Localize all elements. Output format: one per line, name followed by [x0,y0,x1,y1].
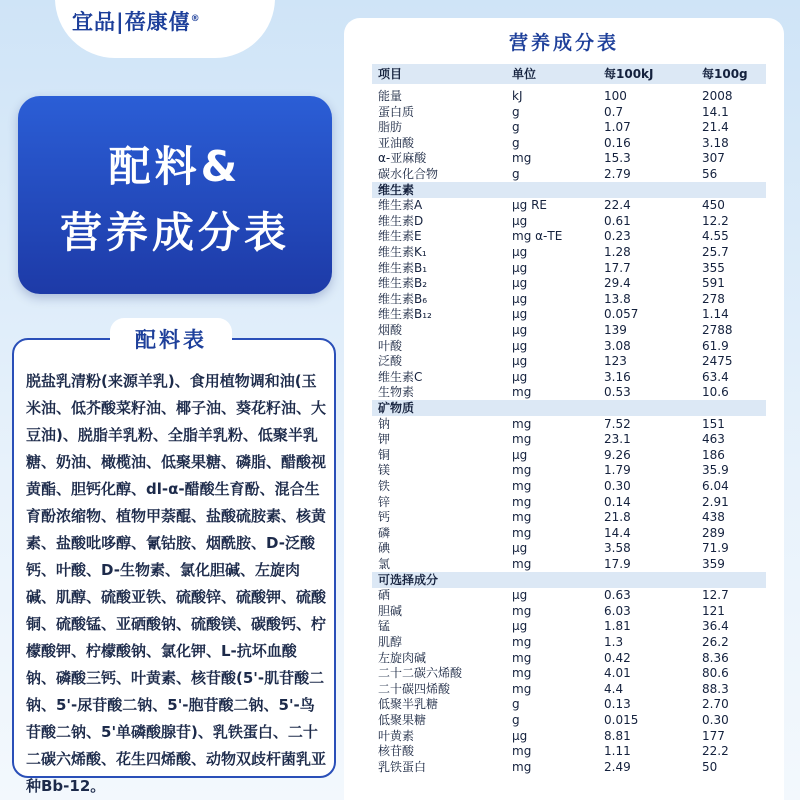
nutrient-name: 维生素K₁ [378,245,427,259]
nutrient-name: 核苷酸 [378,744,415,758]
registered-mark: ® [190,14,201,24]
value-per-100kj: 0.015 [604,713,639,727]
value-per-100g: 6.04 [702,479,729,493]
nutrient-name: 二十二碳六烯酸 [378,666,463,680]
nutrient-name: 钙 [378,510,391,524]
nutrient-name: 左旋肉碱 [378,651,427,665]
value-per-100kj: 0.53 [604,385,631,399]
nutrient-name: 泛酸 [378,354,403,368]
value-per-100kj: 123 [604,354,627,368]
value-per-100g: 0.30 [702,713,729,727]
nutrient-unit: g [512,105,520,119]
nutrient-name: 叶酸 [378,339,403,353]
value-per-100kj: 1.28 [604,245,631,259]
value-per-100g: 71.9 [702,541,729,555]
nutrient-unit: mg [512,666,532,680]
value-per-100kj: 0.7 [604,105,624,119]
nutrient-name: 肌醇 [378,635,403,649]
value-per-100kj: 21.8 [604,510,631,524]
value-per-100g: 22.2 [702,744,729,758]
nutrient-name: 钠 [378,417,391,431]
table-row [372,291,766,307]
nutrient-unit: kJ [512,89,523,103]
table-row [372,634,766,650]
value-per-100kj: 1.11 [604,744,631,758]
nutrient-name: 铁 [378,479,391,493]
value-per-100g: 278 [702,292,725,306]
nutrient-unit: g [512,713,520,727]
table-row [372,603,766,619]
title-card [18,96,332,294]
nutrient-unit: μg [512,339,528,353]
value-per-100kj: 1.79 [604,463,631,477]
value-per-100kj: 15.3 [604,151,631,165]
value-per-100kj: 139 [604,323,627,337]
nutrient-unit: mg [512,604,532,618]
value-per-100g: 12.7 [702,588,729,602]
value-per-100g: 25.7 [702,245,729,259]
nutrient-unit: mg [512,635,532,649]
ingredients-text: 脱盐乳清粉(来源羊乳)、食用植物调和油(玉米油、低芥酸菜籽油、椰子油、葵花籽油、大豆油)、脱脂羊乳粉、全脂羊乳粉、低聚半乳糖、奶油、橄榄油、低聚果糖、磷脂、醋酸视黄酯、胆钙化醇、dl-α-醋酸生育酚、混合生育酚浓缩物、植物甲萘醌、盐酸硫胺素、核黄素、盐酸吡哆醇、氰钴胺、烟酰胺、D-泛酸钙、叶酸、D-生物素、氯化胆碱、左旋肉碱、肌醇、硫酸亚铁、硫酸锌、硫酸钾、硫酸铜、硫酸锰、亚硒酸钠、硫酸镁、碳酸钙、柠檬酸钾、柠檬酸钠、氯化钾、L-抗坏血酸钠、磷酸三钙、叶黄素、核苷酸(5'-肌苷酸二钠、5'-尿苷酸二钠、5'-胞苷酸二钠、5'-鸟苷酸二钠、5'单磷酸腺苷)、乳铁蛋白、二十二碳六烯酸、花生四烯酸、动物双歧杆菌乳亚种Bb-12。 [26,372,327,795]
table-row [372,494,766,510]
value-per-100kj: 7.52 [604,417,631,431]
table-row [372,213,766,229]
table-row [372,525,766,541]
value-per-100g: 307 [702,151,725,165]
value-per-100g: 355 [702,261,725,275]
nutrient-name: 维生素B₁₂ [378,307,432,321]
nutrient-unit: mg [512,682,532,696]
value-per-100kj: 0.30 [604,479,631,493]
value-per-100g: 4.55 [702,229,729,243]
table-row [372,478,766,494]
nutrient-name: 钾 [378,432,391,446]
nutrient-name: 氯 [378,557,391,571]
value-per-100g: 2008 [702,89,733,103]
table-row [372,447,766,463]
table-row [372,260,766,276]
table-row [372,369,766,385]
value-per-100g: 35.9 [702,463,729,477]
table-row [372,556,766,572]
value-per-100kj: 3.16 [604,370,631,384]
nutrient-unit: μg [512,729,528,743]
nutrition-header-row [372,64,766,84]
nutrient-unit: g [512,136,520,150]
nutrient-unit: mg [512,495,532,509]
nutrient-unit: mg [512,479,532,493]
section-label: 可选择成分 [378,573,439,587]
table-row [372,650,766,666]
table-row [372,135,766,151]
nutrient-unit: μg RE [512,198,547,212]
value-per-100kj: 9.26 [604,448,631,462]
table-row [372,119,766,135]
nutrient-name: 低聚半乳糖 [378,697,439,711]
nutrient-unit: mg [512,760,532,774]
table-row [372,104,766,120]
table-row [372,462,766,478]
section-label: 维生素 [378,183,415,197]
nutrient-name: 硒 [378,588,391,602]
nutrient-name: 叶黄素 [378,729,415,743]
nutrient-name: 维生素E [378,229,422,243]
nutrient-name: 脂肪 [378,120,403,134]
nutrient-name: 亚油酸 [378,136,415,150]
nutrient-unit: μg [512,245,528,259]
table-row [372,416,766,432]
value-per-100g: 21.4 [702,120,729,134]
nutrition-title: 营养成分表 [508,32,619,54]
nutrient-unit: g [512,697,520,711]
value-per-100g: 14.1 [702,105,729,119]
table-row [372,306,766,322]
table-row [372,712,766,728]
value-per-100kj: 0.13 [604,697,631,711]
value-per-100kj: 3.08 [604,339,631,353]
table-row [372,322,766,338]
nutrient-unit: μg [512,276,528,290]
nutrient-unit: mg [512,744,532,758]
value-per-100g: 26.2 [702,635,729,649]
nutrient-name: 铜 [378,448,391,462]
value-per-100kj: 4.01 [604,666,631,680]
table-row [372,696,766,712]
value-per-100g: 2.91 [702,495,729,509]
brand-logo [72,6,201,36]
header-per-g: 每100g [702,67,748,81]
value-per-100g: 10.6 [702,385,729,399]
nutrient-unit: μg [512,307,528,321]
nutrient-name: 胆碱 [378,604,403,618]
nutrient-unit: μg [512,323,528,337]
value-per-100g: 56 [702,167,718,181]
header-per-kj: 每100kJ [604,67,654,81]
nutrient-unit: μg [512,292,528,306]
nutrient-unit: mg [512,651,532,665]
value-per-100g: 61.9 [702,339,729,353]
nutrient-name: 碳水化合物 [378,167,439,181]
title-line-2: 营养成分表 [59,208,290,257]
value-per-100kj: 1.3 [604,635,624,649]
nutrient-name: 烟酸 [378,323,403,337]
value-per-100kj: 22.4 [604,198,631,212]
table-row [372,384,766,400]
table-row [372,509,766,525]
table-row [372,150,766,166]
nutrient-name: 维生素B₆ [378,292,428,306]
nutrient-name: 蛋白质 [378,105,415,119]
value-per-100kj: 0.16 [604,136,631,150]
value-per-100g: 63.4 [702,370,729,384]
nutrient-unit: μg [512,619,528,633]
value-per-100kj: 100 [604,89,627,103]
value-per-100g: 121 [702,604,725,618]
value-per-100g: 8.36 [702,651,729,665]
nutrient-name: 维生素D [378,214,424,228]
nutrient-name: α-亚麻酸 [378,151,427,165]
table-row [372,275,766,291]
nutrient-unit: μg [512,588,528,602]
nutrient-name: 生物素 [378,385,415,399]
section-header-row [372,572,766,588]
value-per-100kj: 29.4 [604,276,631,290]
table-row [372,431,766,447]
header-unit: 单位 [512,67,537,81]
nutrient-unit: g [512,120,520,134]
value-per-100g: 36.4 [702,619,729,633]
value-per-100kj: 14.4 [604,526,631,540]
nutrient-name: 能量 [378,89,403,103]
value-per-100kj: 17.9 [604,557,631,571]
brand-logo-text: 宜品|蓓康僖 [72,10,191,34]
table-row [372,338,766,354]
nutrient-unit: mg [512,432,532,446]
value-per-100g: 151 [702,417,725,431]
title-line-1: 配料& [108,142,242,191]
nutrient-unit: mg [512,151,532,165]
value-per-100kj: 8.81 [604,729,631,743]
value-per-100g: 88.3 [702,682,729,696]
header-item: 项目 [378,67,403,81]
nutrient-name: 碘 [378,541,391,555]
nutrient-name: 维生素C [378,370,423,384]
value-per-100kj: 0.23 [604,229,631,243]
value-per-100kj: 0.42 [604,651,631,665]
nutrient-unit: μg [512,370,528,384]
table-row [372,743,766,759]
value-per-100kj: 17.7 [604,261,631,275]
table-row [372,166,766,182]
nutrient-name: 维生素B₁ [378,261,428,275]
value-per-100g: 186 [702,448,725,462]
value-per-100kj: 23.1 [604,432,631,446]
nutrient-unit: μg [512,214,528,228]
value-per-100g: 3.18 [702,136,729,150]
section-label: 矿物质 [378,401,415,415]
nutrient-name: 低聚果糖 [378,713,427,727]
value-per-100g: 2475 [702,354,733,368]
table-row [372,759,766,775]
value-per-100kj: 0.63 [604,588,631,602]
value-per-100g: 591 [702,276,725,290]
value-per-100g: 12.2 [702,214,729,228]
table-row [372,618,766,634]
nutrient-name: 锌 [378,495,391,509]
value-per-100g: 2788 [702,323,733,337]
table-row [372,244,766,260]
nutrient-unit: mg α-TE [512,229,563,243]
nutrient-unit: μg [512,448,528,462]
value-per-100kj: 0.057 [604,307,639,321]
value-per-100g: 80.6 [702,666,729,680]
value-per-100kj: 2.49 [604,760,631,774]
value-per-100kj: 6.03 [604,604,631,618]
nutrient-unit: μg [512,541,528,555]
nutrient-name: 维生素A [378,198,423,212]
table-row [372,540,766,556]
nutrient-name: 维生素B₂ [378,276,428,290]
table-row [372,228,766,244]
nutrient-name: 二十碳四烯酸 [378,682,451,696]
ingredients-heading: 配料表 [110,318,232,362]
value-per-100g: 359 [702,557,725,571]
section-header-row [372,400,766,416]
table-row [372,681,766,697]
nutrient-unit: mg [512,510,532,524]
value-per-100g: 2.70 [702,697,729,711]
value-per-100g: 1.14 [702,307,729,321]
table-row [372,88,766,104]
nutrient-unit: mg [512,463,532,477]
section-header-row [372,182,766,198]
nutrient-unit: mg [512,526,532,540]
value-per-100g: 463 [702,432,725,446]
value-per-100g: 289 [702,526,725,540]
value-per-100g: 50 [702,760,718,774]
nutrient-unit: mg [512,557,532,571]
nutrient-name: 镁 [378,463,391,477]
nutrient-unit: μg [512,261,528,275]
value-per-100kj: 3.58 [604,541,631,555]
value-per-100kj: 1.81 [604,619,631,633]
nutrient-name: 磷 [378,526,391,540]
value-per-100kj: 4.4 [604,682,624,696]
value-per-100kj: 2.79 [604,167,631,181]
nutrient-name: 锰 [378,619,391,633]
table-row [372,728,766,744]
value-per-100kj: 0.14 [604,495,631,509]
value-per-100kj: 0.61 [604,214,631,228]
value-per-100kj: 1.07 [604,120,631,134]
nutrient-unit: mg [512,385,532,399]
value-per-100g: 450 [702,198,725,212]
table-row [372,665,766,681]
nutrient-unit: g [512,167,520,181]
value-per-100kj: 13.8 [604,292,631,306]
value-per-100g: 177 [702,729,725,743]
table-row [372,353,766,369]
nutrient-unit: mg [512,417,532,431]
table-row [372,587,766,603]
nutrient-unit: μg [512,354,528,368]
table-row [372,197,766,213]
value-per-100g: 438 [702,510,725,524]
nutrient-name: 乳铁蛋白 [378,760,427,774]
